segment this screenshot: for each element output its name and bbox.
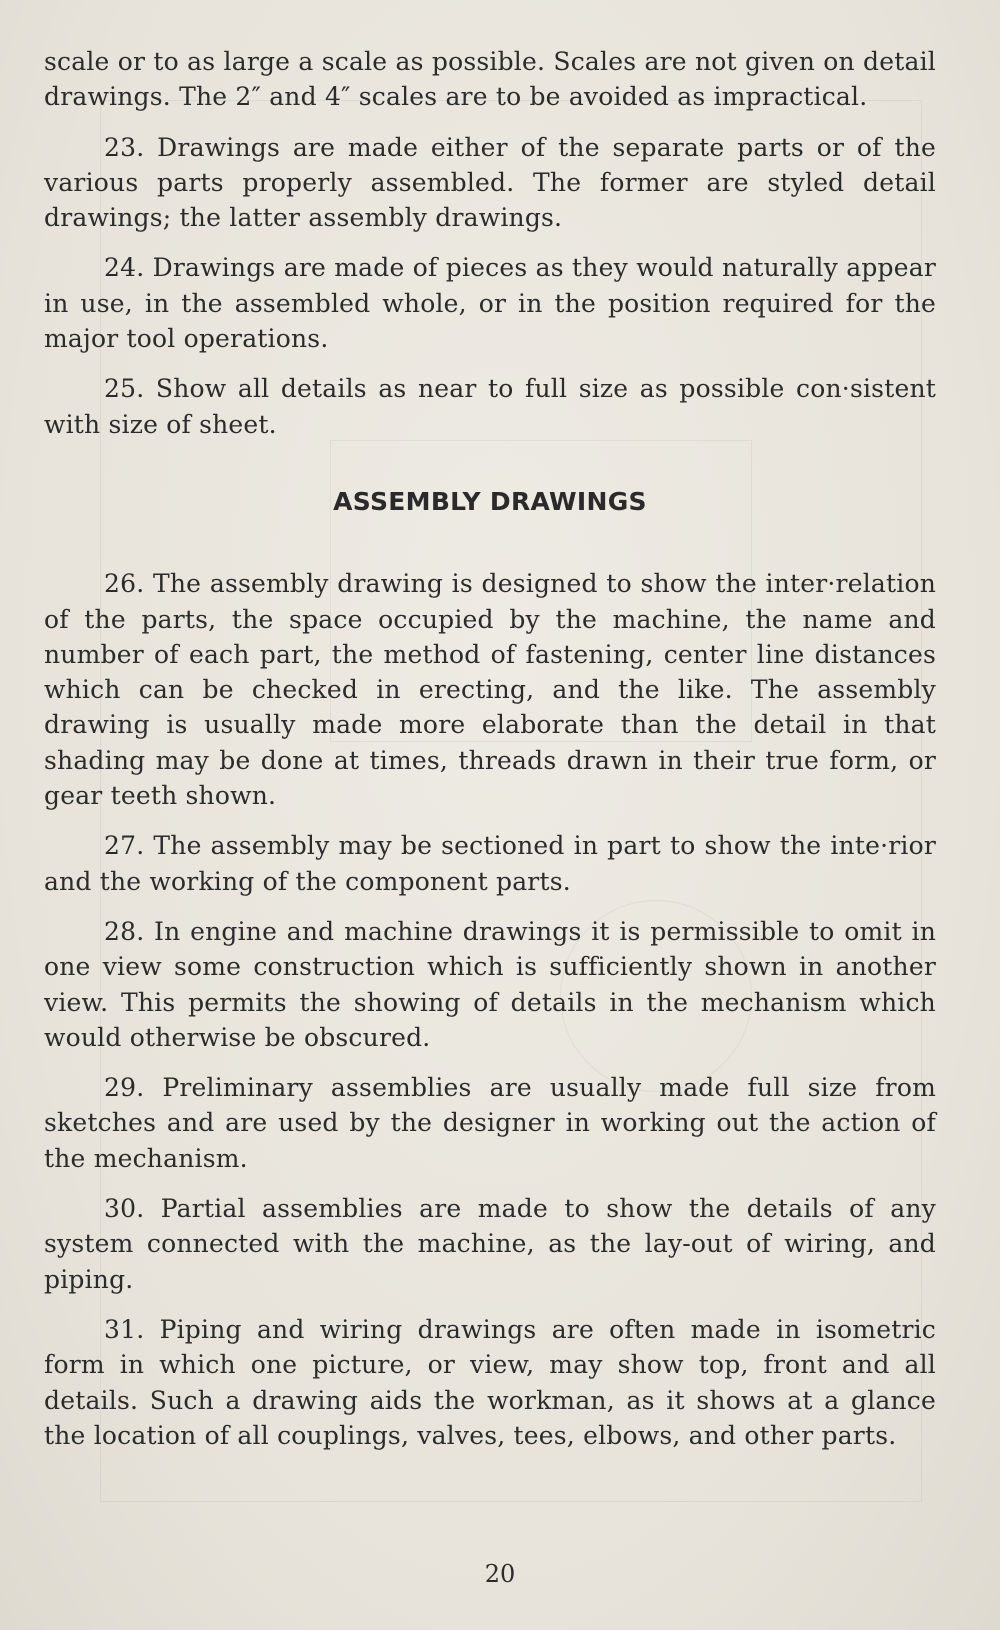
page-number: 20 <box>484 1560 516 1588</box>
paragraph-28: 28. In engine and machine drawings it is permissible to omit in one view some construction which is sufficiently shown in another view. This permits the showing of details in the mechanism which would otherwise be obscured. <box>44 916 936 1052</box>
page-text <box>44 44 936 1468</box>
paragraph-30: 30. Partial assemblies are made to show the details of any system connected with the machine, as the lay-out of wiring, and piping. <box>44 1194 936 1294</box>
paragraph-24: 24. Drawings are made of pieces as they would naturally appear in use, in the assembled whole, or in the position required for the major tool operations. <box>44 253 936 354</box>
paragraph-29: 29. Preliminary assemblies are usually made full size from sketches and are used by the designer in working out the action of the mechanism. <box>44 1073 936 1173</box>
paragraph-31: 31. Piping and wiring drawings are often made in isometric form in which one picture, or view, may show top, front and all details. Such a drawing aids the workman, as it shows at a glance the location of all couplings, valves, tees, elbows, and other parts. <box>44 1314 936 1450</box>
paragraph-continued: scale or to as large a scale as possible. Scales are not given on detail drawings. The 2″ and 4″ scales are to be avoided as impractical. <box>44 47 936 112</box>
section-heading: ASSEMBLY DRAWINGS <box>333 486 647 516</box>
paragraph-25: 25. Show all details as near to full size as possible con·sistent with size of sheet. <box>44 374 936 439</box>
paragraph-27: 27. The assembly may be sectioned in part to show the inte·rior and the working of the component parts. <box>44 831 936 896</box>
paragraph-26: 26. The assembly drawing is designed to show the inter·relation of the parts, the space occupied by the machine, the name and number of each part, the method of fastening, center line distances which can be checked in erecting, and the like. The assembly drawing is usually made more elaborate than the detail in that shading may be done at times, threads drawn in their true form, or gear teeth shown. <box>44 569 936 811</box>
paragraph-23: 23. Drawings are made either of the separate parts or of the various parts properly assembled. The former are styled detail drawings; the latter assembly drawings. <box>44 132 936 233</box>
